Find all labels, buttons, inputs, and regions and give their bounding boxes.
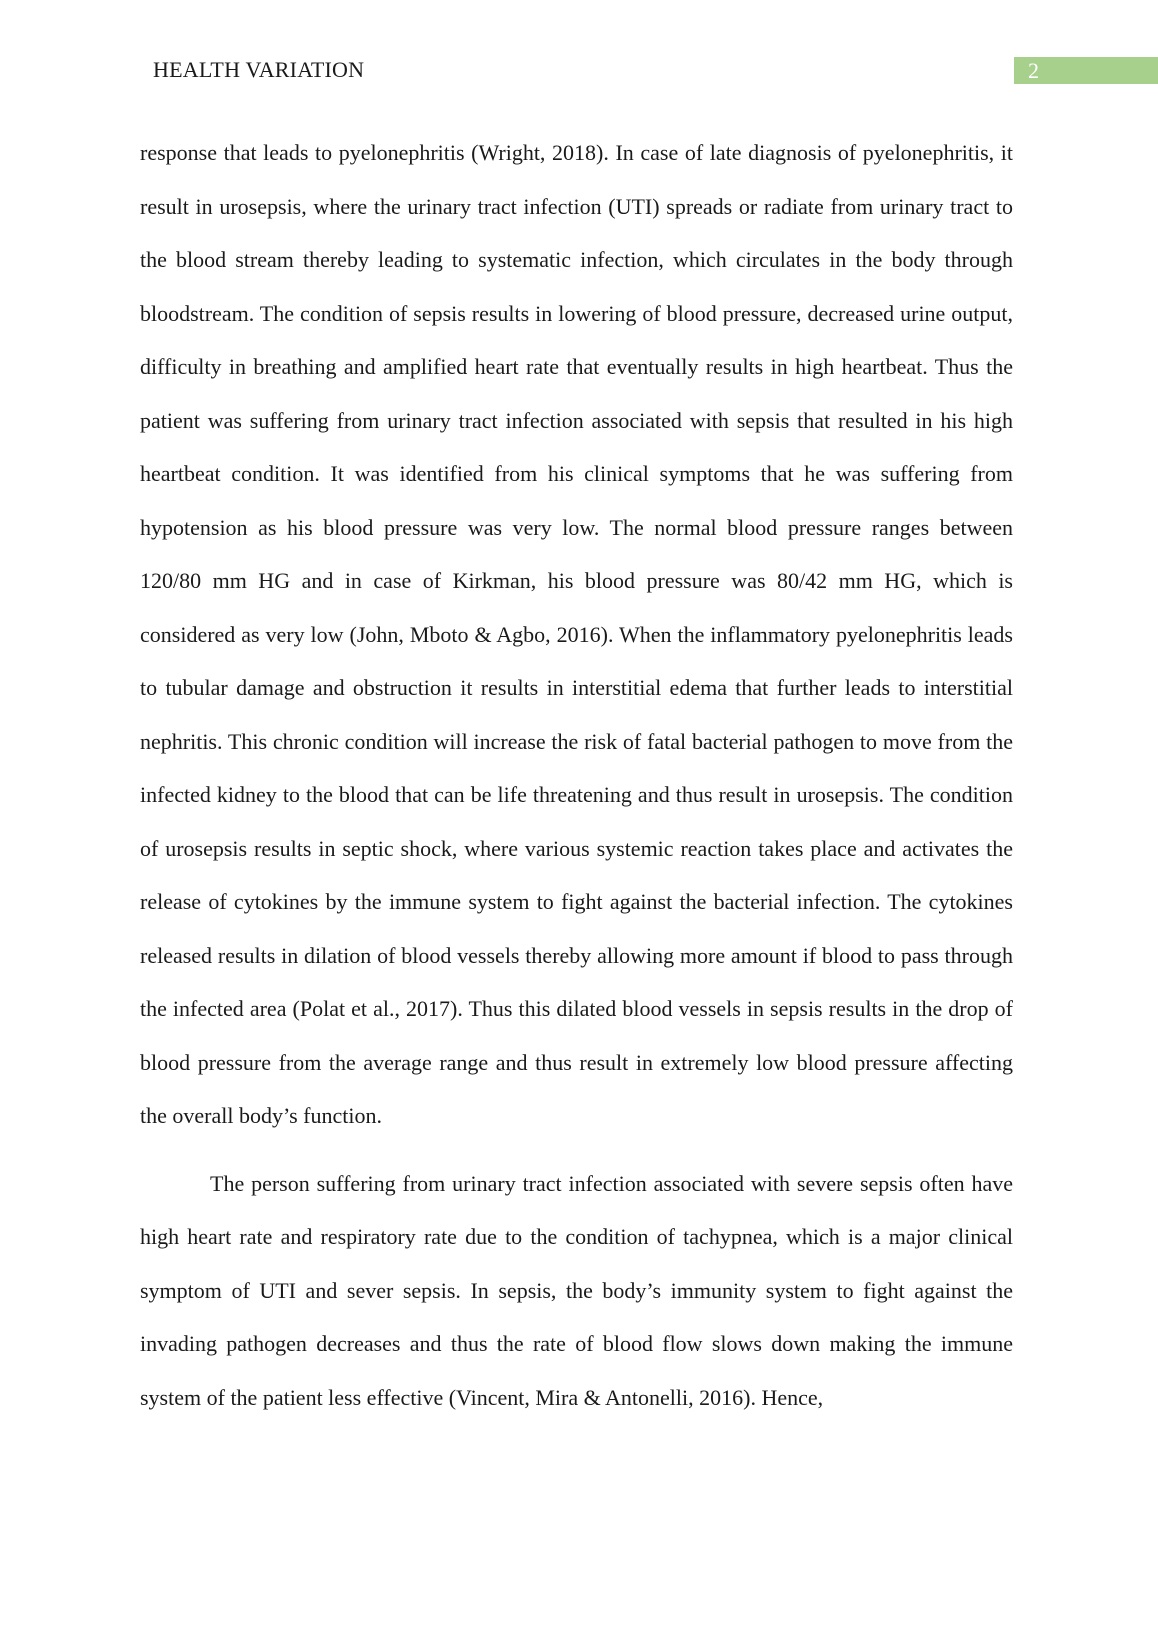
page-number-box bbox=[1014, 57, 1158, 84]
page-number: 2 bbox=[1028, 58, 1039, 83]
paragraph-tachypnea: The person suffering from urinary tract infection associated with severe sepsis often have high heart rate and respiratory rate due to the condition of tachypnea, which is a major clinical symptom of UTI and sever sepsis. In sepsis, the body’s immunity system to fight against the invading pathogen decreases and thus the rate of blood flow slows down making the immune system of the patient less effective (Vincent, Mira & Antonelli, 2016). Hence, bbox=[140, 1170, 1013, 1410]
paragraph-continued: response that leads to pyelonephritis (Wright, 2018). In case of late diagnosis of pyelonephritis, it result in urosepsis, where the urinary tract infection (UTI) spreads or radiate from urinary tract to the blood stream thereby leading to systematic infection, which circulates in the body through bloodstream. The condition of sepsis results in lowering of blood pressure, decreased urine output, difficulty in breathing and amplified heart rate that eventually results in high heartbeat. Thus the patient was suffering from urinary tract infection associated with sepsis that resulted in his high heartbeat condition. It was identified from his clinical symptoms that he was suffering from hypotension as his blood pressure was very low. The normal blood pressure ranges between 120/80 mm HG and in case of Kirkman, his blood pressure was 80/42 mm HG, which is considered as very low (John, Mboto & Agbo, 2016). When the inflammatory pyelonephritis leads to tubular damage and obstruction it results in interstitial edema that further leads to interstitial nephritis. This chronic condition will increase the risk of fatal bacterial pathogen to move from the infected kidney to the blood that can be life threatening and thus result in urosepsis. The condition of urosepsis results in septic shock, where various systemic reaction takes place and activates the release of cytokines by the immune system to fight against the bacterial infection. The cytokines released results in dilation of blood vessels thereby allowing more amount if blood to pass through the infected area (Polat et al., 2017). Thus this dilated blood vessels in sepsis results in the drop of blood pressure from the average range and thus result in extremely low blood pressure affecting the overall body’s function. bbox=[140, 140, 1013, 1128]
running-head: HEALTH VARIATION bbox=[153, 57, 365, 82]
body-text bbox=[140, 126, 1013, 1424]
